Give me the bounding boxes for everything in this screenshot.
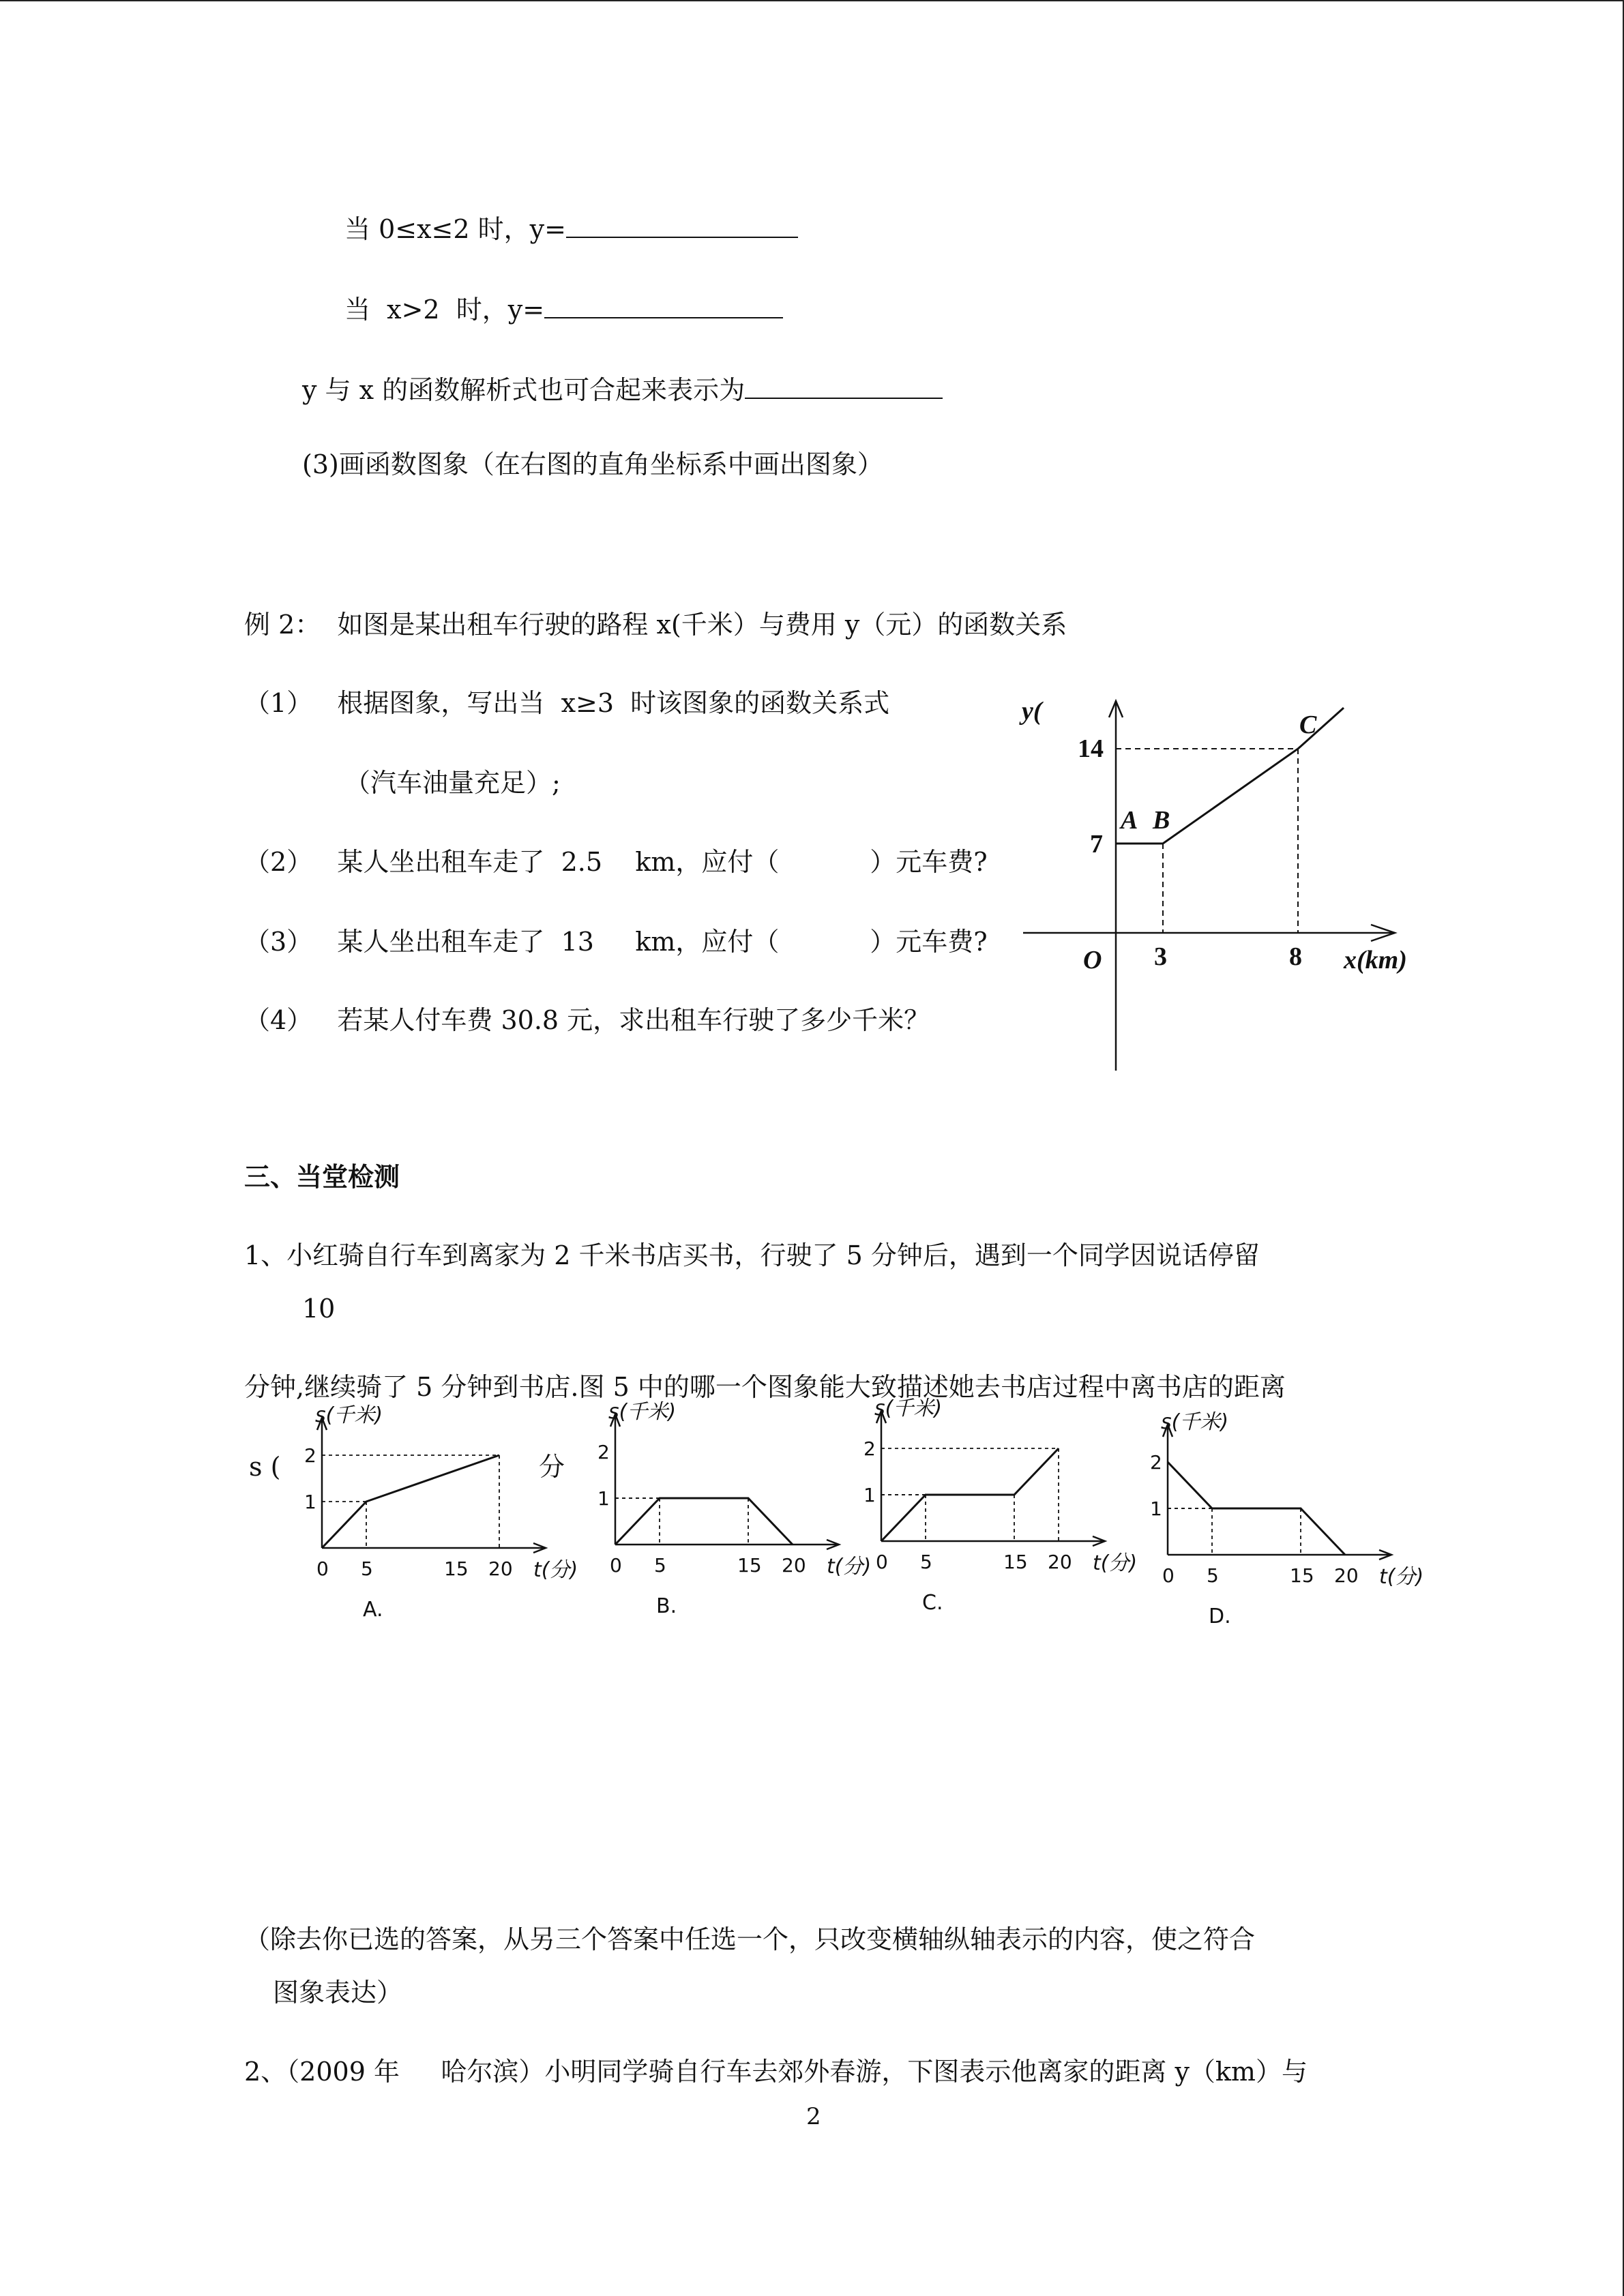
x-tick-label: 20	[782, 1554, 806, 1577]
point-c-label: C	[1299, 711, 1317, 739]
x-axis-label: t(分)	[1093, 1551, 1138, 1575]
y-tick-label: 2	[863, 1437, 876, 1460]
line-draw-graph: (3)画函数图象（在右图的直角坐标系中画出图象）	[302, 449, 883, 479]
series-line	[1168, 1462, 1345, 1555]
case-2-text: 当 x>2 时，y=	[344, 295, 545, 325]
x-tick-label: 15	[737, 1554, 762, 1577]
problem-1-line-c: 分钟,继续骑了 5 分钟到书店.图 5 中的哪一个图象能大致描述她去书店过程中离书店的距离	[244, 1372, 1286, 1402]
x-tick-label: 0	[876, 1551, 888, 1573]
y-tick-label: 1	[597, 1487, 610, 1510]
option-caption: A.	[363, 1598, 383, 1622]
y-axis-label: y(	[1022, 697, 1042, 726]
answer-blank-3[interactable]	[745, 374, 943, 399]
point-a-label: A	[1121, 806, 1138, 835]
x-tick-label: 0	[316, 1557, 329, 1580]
question-2: （2） 某人坐出租车走了 2.5 km，应付（ ）元车费?	[244, 847, 988, 877]
y-tick-label: 2	[304, 1444, 316, 1467]
x-tick-label: 5	[654, 1554, 666, 1577]
x-tick-label: 5	[1207, 1564, 1219, 1587]
combined-text: y 与 x 的函数解析式也可合起来表示为	[302, 375, 745, 405]
problem-1-line-a: 1、小红骑自行车到离家为 2 千米书店买书，行驶了 5 分钟后，遇到一个同学因说话停留	[244, 1240, 1260, 1270]
y-tick-14: 14	[1078, 734, 1104, 763]
x-tick-label: 20	[1334, 1564, 1359, 1587]
note-line-1: （除去你已选的答案，从另三个答案中任选一个，只改变横轴纵轴表示的内容，使之符合	[244, 1924, 1256, 1954]
y-axis-label: s(千米)	[874, 1397, 943, 1420]
y-tick-label: 2	[597, 1441, 610, 1463]
option-graph-b	[573, 1398, 872, 1623]
note-line-2: 图象表达）	[273, 1978, 403, 2008]
x-tick-8: 8	[1289, 942, 1302, 971]
series-line	[615, 1498, 793, 1545]
section-3-heading: 三、当堂检测	[244, 1161, 400, 1192]
question-4: （4） 若某人付车费 30.8 元，求出租车行驶了多少千米？	[244, 1005, 930, 1035]
question-3: （3） 某人坐出租车走了 13 km，应付（ ）元车费?	[244, 927, 988, 957]
x-tick-label: 0	[1162, 1564, 1175, 1587]
line-case-1	[344, 211, 798, 247]
x-tick-label: 15	[444, 1557, 469, 1580]
x-tick-label: 20	[1048, 1551, 1072, 1573]
y-axis-label: s(千米)	[1161, 1410, 1229, 1434]
x-axis-label: t(分)	[827, 1555, 872, 1579]
origin-label: O	[1083, 946, 1102, 974]
y-tick-label: 1	[304, 1491, 316, 1513]
problem-1-min-label: 分	[539, 1452, 565, 1482]
y-axis-label: s(千米)	[315, 1403, 383, 1427]
option-caption: C.	[922, 1591, 943, 1615]
option-graph-c	[839, 1395, 1138, 1620]
series-line	[322, 1455, 499, 1548]
answer-blank-1[interactable]	[566, 213, 798, 238]
page-number: 2	[806, 2103, 821, 2130]
x-axis-label: t(分)	[1379, 1565, 1424, 1589]
x-tick-label: 20	[488, 1557, 513, 1580]
question-1: （1） 根据图象，写出当 x≥3 时该图象的函数关系式	[244, 688, 890, 718]
answer-blank-2[interactable]	[544, 294, 783, 318]
line-combined	[302, 372, 943, 408]
y-tick-label: 1	[863, 1484, 876, 1506]
option-caption: D.	[1209, 1605, 1231, 1628]
x-axis-label: t(分)	[533, 1558, 578, 1582]
y-axis-label: s(千米)	[608, 1400, 677, 1424]
page-top-border	[0, 0, 1623, 1]
y-tick-7: 7	[1090, 830, 1103, 859]
point-b-label: B	[1153, 806, 1170, 835]
series-line	[881, 1448, 1059, 1541]
problem-2: 2、（2009 年 哈尔滨）小明同学骑自行车去郊外春游，下图表示他离家的距离 y（km）与	[244, 2057, 1308, 2087]
option-graph-d	[1125, 1408, 1424, 1633]
x-axis-label: x(km)	[1344, 946, 1407, 974]
x-tick-label: 5	[920, 1551, 932, 1573]
case-1-text: 当 0≤x≤2 时，y=	[344, 214, 566, 244]
x-tick-3: 3	[1154, 942, 1167, 971]
taxi-fare-graph	[1009, 689, 1432, 1084]
y-tick-label: 2	[1150, 1451, 1162, 1474]
option-graph-a	[280, 1401, 578, 1626]
x-tick-label: 5	[361, 1557, 373, 1580]
example-2-title: 例 2： 如图是某出租车行驶的路程 x(千米）与费用 y（元）的函数关系	[244, 610, 1067, 640]
problem-1-line-b: 10	[302, 1294, 336, 1324]
line-case-2	[344, 292, 783, 327]
y-tick-label: 1	[1150, 1497, 1162, 1520]
option-caption: B.	[656, 1594, 677, 1618]
problem-1-s-label: s (	[249, 1452, 281, 1482]
question-1-note: （汽车油量充足）;	[344, 768, 561, 798]
x-tick-label: 15	[1290, 1564, 1314, 1587]
x-tick-label: 0	[610, 1554, 622, 1577]
x-tick-label: 15	[1003, 1551, 1028, 1573]
